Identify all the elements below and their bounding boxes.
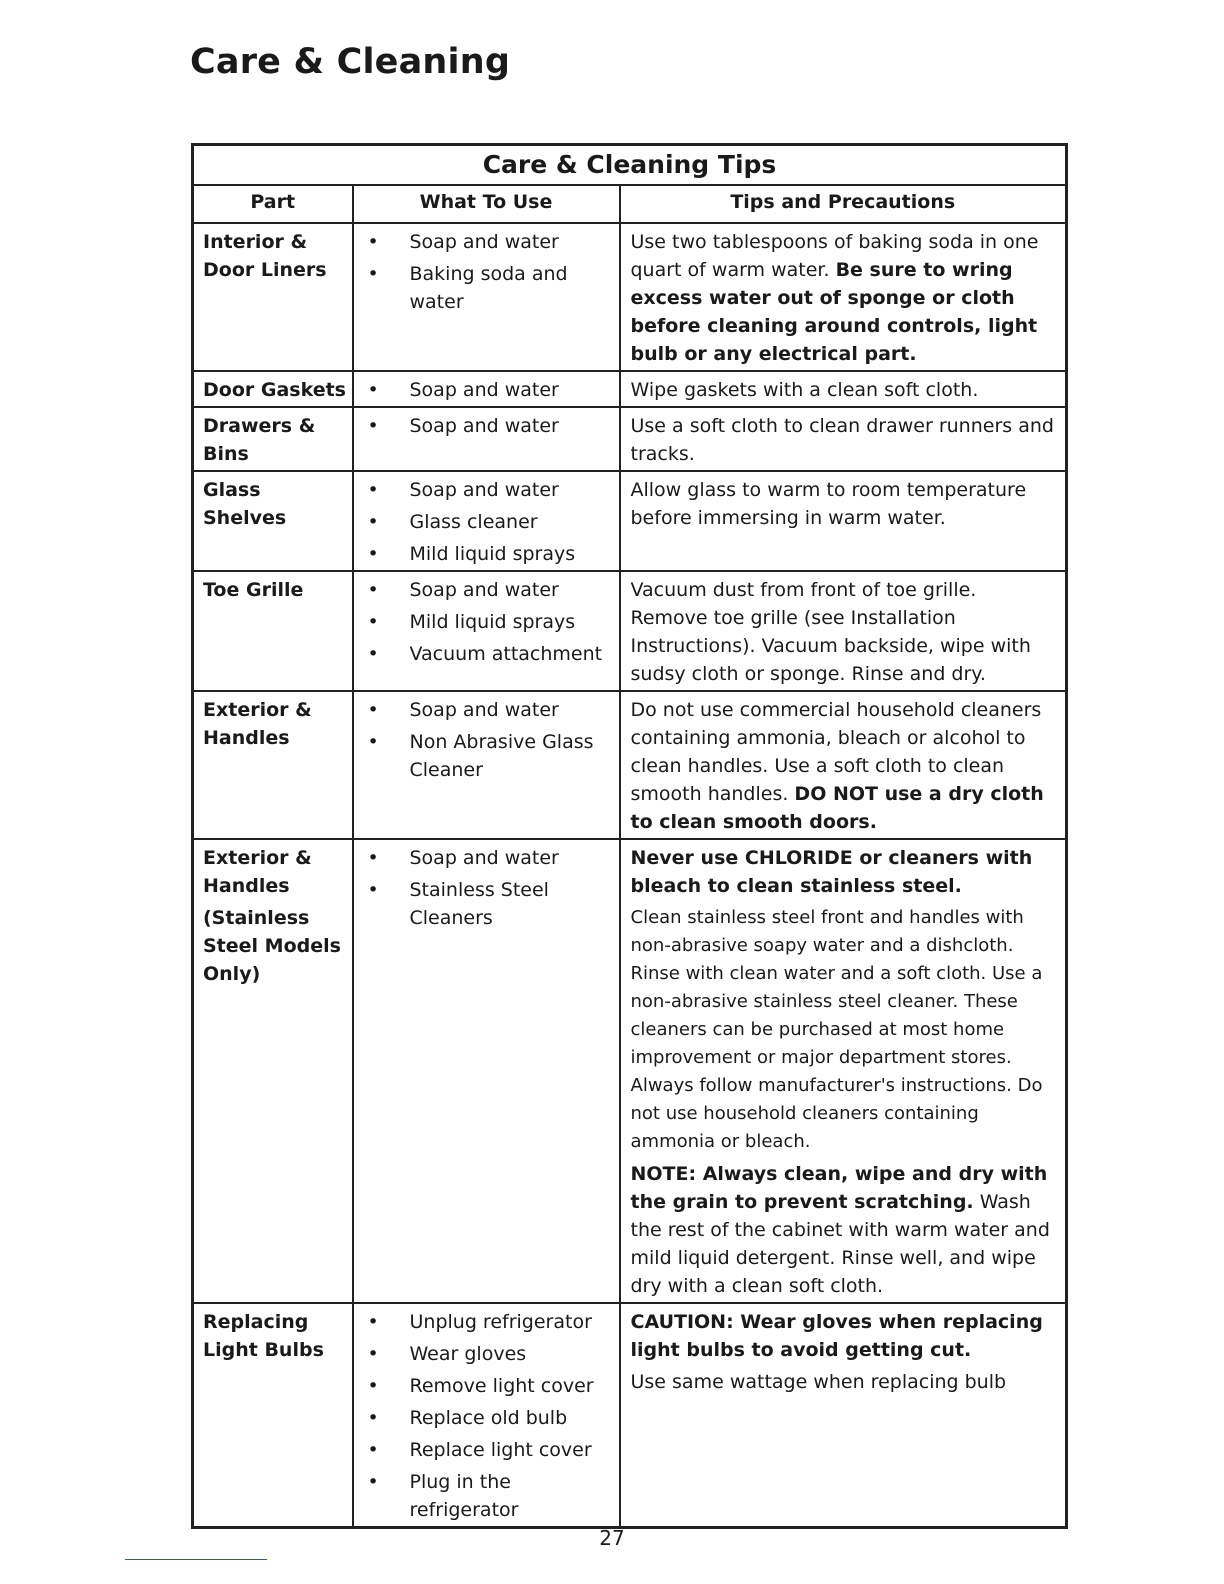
- list-item: • Replace old bulb: [354, 1404, 615, 1432]
- list-item: • Vacuum attachment: [354, 640, 615, 668]
- table-row: [193, 371, 1067, 407]
- part-qualifier: (Stainless Steel Models Only): [203, 907, 341, 985]
- list-item: • Glass cleaner: [354, 508, 615, 536]
- list-item: • Soap and water: [354, 228, 615, 256]
- part-cell: Interior & Door Liners: [193, 223, 353, 371]
- part-cell: Replacing Light Bulbs: [193, 1303, 353, 1528]
- what-to-use-cell: [353, 839, 620, 1303]
- tip-text: Wipe gaskets with a clean soft cloth.: [630, 379, 979, 401]
- list-item: • Soap and water: [354, 844, 615, 872]
- tip-text: Clean stainless steel front and handles with non-abrasive soapy water and a dishcloth. Rinse with clean water and a soft cloth. Use a non-abrasive stainless steel cleaner. These cleaners can be purchased at most home improvement or major department stores. Always follow manufacturer's instructions. Do not use household cleaners containing ammonia or bleach.: [630, 907, 1043, 1152]
- tip-text: Vacuum dust from front of toe grille. Remove toe grille (see Installation Instructions). Vacuum backside, wipe with sudsy cloth or sponge. Rinse and dry.: [630, 579, 1031, 685]
- table-row: [193, 571, 1067, 691]
- part-name: Exterior & Handles: [203, 847, 312, 897]
- care-cleaning-table: [191, 143, 1068, 1529]
- what-to-use-cell: [353, 407, 620, 471]
- tip-text-normal: Do not use commercial household cleaners containing ammonia, bleach or alcohol to clean handles. Use a soft cloth to clean smooth handles.: [630, 699, 1042, 805]
- tip-warning: CAUTION: Wear gloves when replacing light bulbs to avoid getting cut.: [630, 1311, 1043, 1361]
- list-item: • Baking soda and water: [354, 260, 615, 316]
- what-to-use-cell: [353, 223, 620, 371]
- part-cell: Drawers & Bins: [193, 407, 353, 471]
- list-item: • Soap and water: [354, 476, 615, 504]
- part-cell: Toe Grille: [193, 571, 353, 691]
- list-item: • Non Abrasive Glass Cleaner: [354, 728, 615, 784]
- list-item: • Soap and water: [354, 376, 615, 404]
- table-row: [193, 839, 1067, 1303]
- tips-cell: [620, 691, 1067, 839]
- list-item: • Plug in the refrigerator: [354, 1468, 615, 1524]
- list-item: • Wear gloves: [354, 1340, 615, 1368]
- tips-cell: [620, 839, 1067, 1303]
- table-title: Care & Cleaning Tips: [193, 145, 1067, 186]
- list-item: • Soap and water: [354, 412, 615, 440]
- column-header-what-to-use: What To Use: [353, 185, 620, 223]
- tips-cell: [620, 407, 1067, 471]
- tip-text-normal: Wash the rest of the cabinet with warm water and mild liquid detergent. Rinse well, and wipe dry with a clean soft cloth.: [630, 1191, 1050, 1297]
- tips-cell: [620, 571, 1067, 691]
- list-item: • Soap and water: [354, 696, 615, 724]
- table-row: [193, 223, 1067, 371]
- page-title: Care & Cleaning: [190, 42, 511, 82]
- table-row: [193, 1303, 1067, 1528]
- list-item: • Remove light cover: [354, 1372, 615, 1400]
- list-item: • Soap and water: [354, 576, 615, 604]
- what-to-use-cell: [353, 371, 620, 407]
- tip-text-normal: Use two tablespoons of baking soda in one quart of warm water.: [630, 231, 1039, 281]
- tip-warning: Never use CHLORIDE or cleaners with bleach to clean stainless steel.: [630, 847, 1033, 897]
- page-number: 27: [599, 1526, 625, 1550]
- column-header-tips: Tips and Precautions: [620, 185, 1067, 223]
- tip-text: [631, 228, 1060, 368]
- tip-text-bold: NOTE: Always clean, wipe and dry with the grain to prevent scratching.: [630, 1163, 1048, 1213]
- tip-text-bold: Be sure to wring excess water out of sponge or cloth before cleaning around controls, light bulb or any electrical part.: [630, 259, 1038, 365]
- table-header-row: [193, 185, 1067, 223]
- tip-text: Use a soft cloth to clean drawer runners and tracks.: [630, 415, 1054, 465]
- tip-text: Use same wattage when replacing bulb: [630, 1371, 1007, 1393]
- table-title-row: [193, 145, 1067, 186]
- part-cell: Glass Shelves: [193, 471, 353, 571]
- part-cell: [193, 839, 353, 1303]
- table-row: [193, 407, 1067, 471]
- table-row: [193, 691, 1067, 839]
- what-to-use-cell: [353, 1303, 620, 1528]
- list-item: • Mild liquid sprays: [354, 540, 615, 568]
- column-header-part: Part: [193, 185, 353, 223]
- tips-cell: [620, 471, 1067, 571]
- list-item: • Replace light cover: [354, 1436, 615, 1464]
- tips-cell: [620, 371, 1067, 407]
- tip-text: [631, 696, 1060, 836]
- tips-cell: [620, 1303, 1067, 1528]
- table-row: [193, 471, 1067, 571]
- list-item: • Stainless Steel Cleaners: [354, 876, 615, 932]
- part-cell: Exterior & Handles: [193, 691, 353, 839]
- tip-text: Allow glass to warm to room temperature before immersing in warm water.: [630, 479, 1027, 529]
- what-to-use-cell: [353, 571, 620, 691]
- what-to-use-cell: [353, 471, 620, 571]
- tip-text-bold: DO NOT use a dry cloth to clean smooth doors.: [630, 783, 1044, 833]
- list-item: • Unplug refrigerator: [354, 1308, 615, 1336]
- footer-divider: [125, 1559, 267, 1560]
- what-to-use-cell: [353, 691, 620, 839]
- tips-cell: [620, 223, 1067, 371]
- tip-note: [631, 1160, 1060, 1300]
- part-cell: Door Gaskets: [193, 371, 353, 407]
- list-item: • Mild liquid sprays: [354, 608, 615, 636]
